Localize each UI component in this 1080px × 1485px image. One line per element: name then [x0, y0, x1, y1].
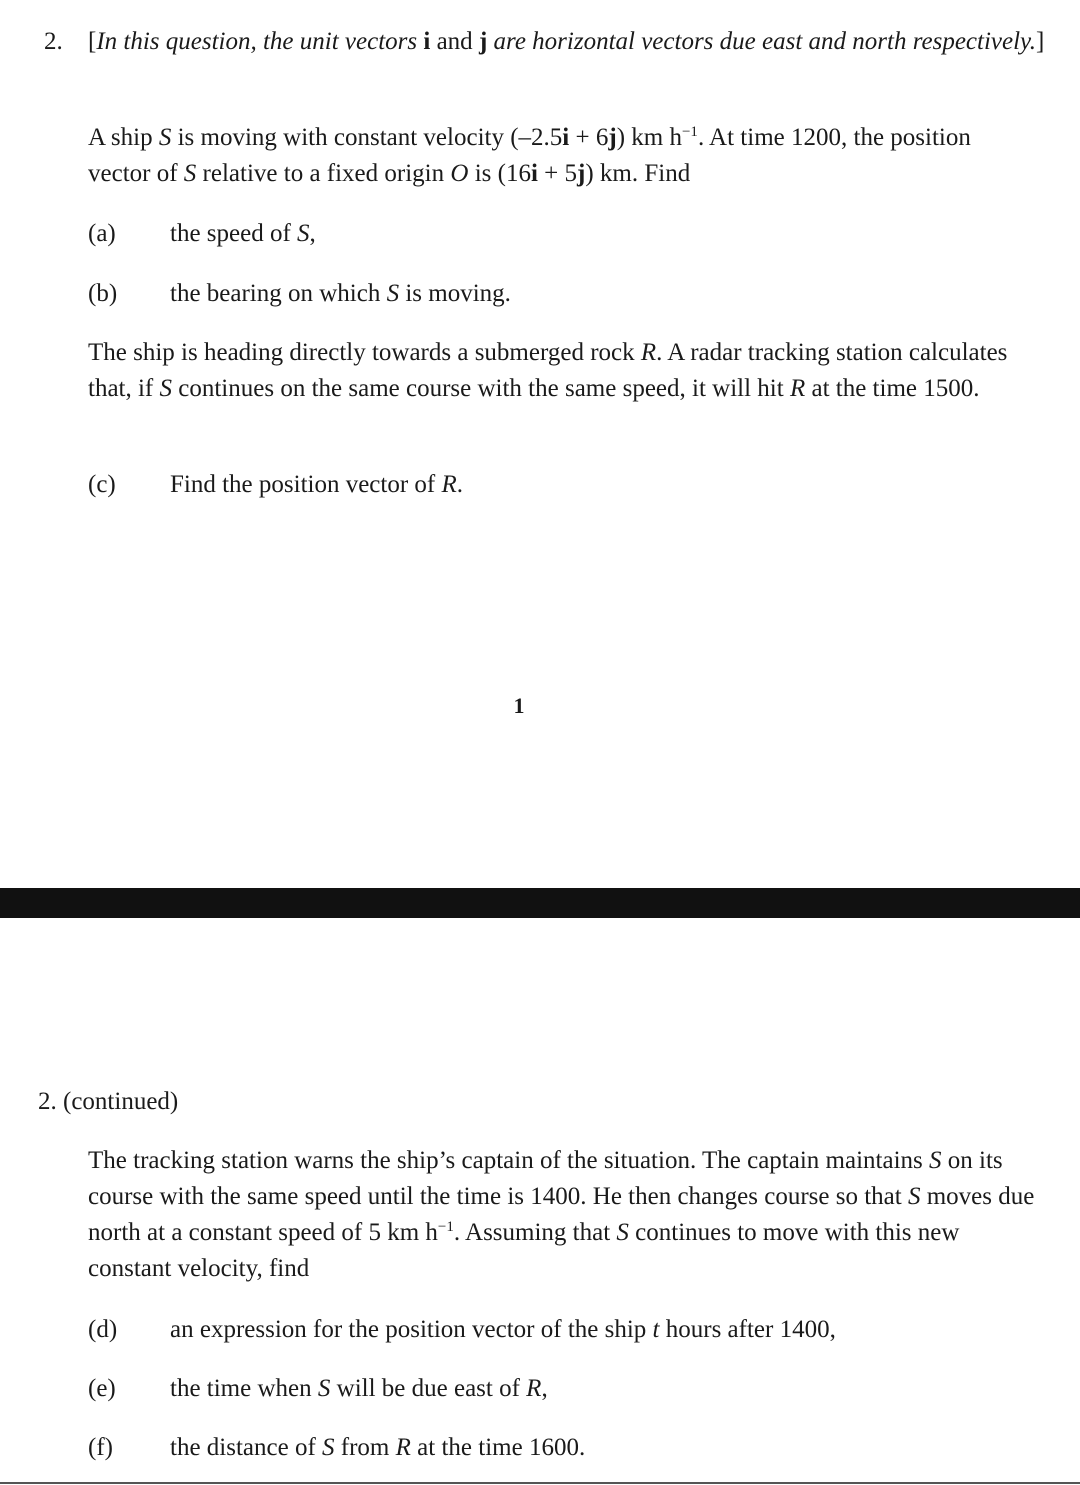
part-label: (b): [88, 280, 118, 307]
question-number: 2.: [44, 28, 63, 55]
continued-heading: 2. (continued): [38, 1088, 179, 1115]
page-number: 1: [513, 693, 525, 718]
rock-paragraph: The ship is heading directly towards a submerged rock R. A radar tracking station calculates that, if S continues on the same course with the same speed, it will hit R at the time 1500.: [88, 339, 1008, 402]
part-text: Find the position vector of R.: [170, 471, 464, 498]
part-text: the bearing on which S is moving.: [170, 280, 511, 307]
part-label: (c): [88, 471, 116, 498]
part-label: (a): [88, 220, 116, 247]
part-label: (d): [88, 1316, 118, 1343]
part-text: the speed of S,: [170, 220, 316, 247]
page-2: [0, 918, 1080, 1485]
part-text: an expression for the position vector of the ship t hours after 1400,: [170, 1316, 836, 1343]
intro-paragraph: A ship S is moving with constant velocity (–2.5i + 6j) km $h^{-1}$. At time 1200, the position vector of S relative to a fixed origin O is (16i + 5j) km. Find: [88, 124, 971, 187]
instruction: [In this question, the unit vectors i and j are horizontal vectors due east and north respectively.]: [88, 28, 1045, 55]
part-label: (f): [88, 1434, 113, 1461]
part-label: (e): [88, 1375, 116, 1402]
part-text: the distance of S from R at the time 1600.: [170, 1434, 586, 1461]
page-divider: [0, 888, 1080, 918]
warning-paragraph: The tracking station warns the ship’s captain of the situation. The captain maintains S on its course with the same speed until the time is 1400. He then changes course so that S moves due north at a constant speed of 5 km $h^{-1}$. Assuming that S continues to move with this new constant velocity, find: [88, 1147, 1035, 1282]
part-text: the time when S will be due east of R,: [170, 1375, 548, 1402]
bottom-rule: [0, 1482, 1080, 1484]
